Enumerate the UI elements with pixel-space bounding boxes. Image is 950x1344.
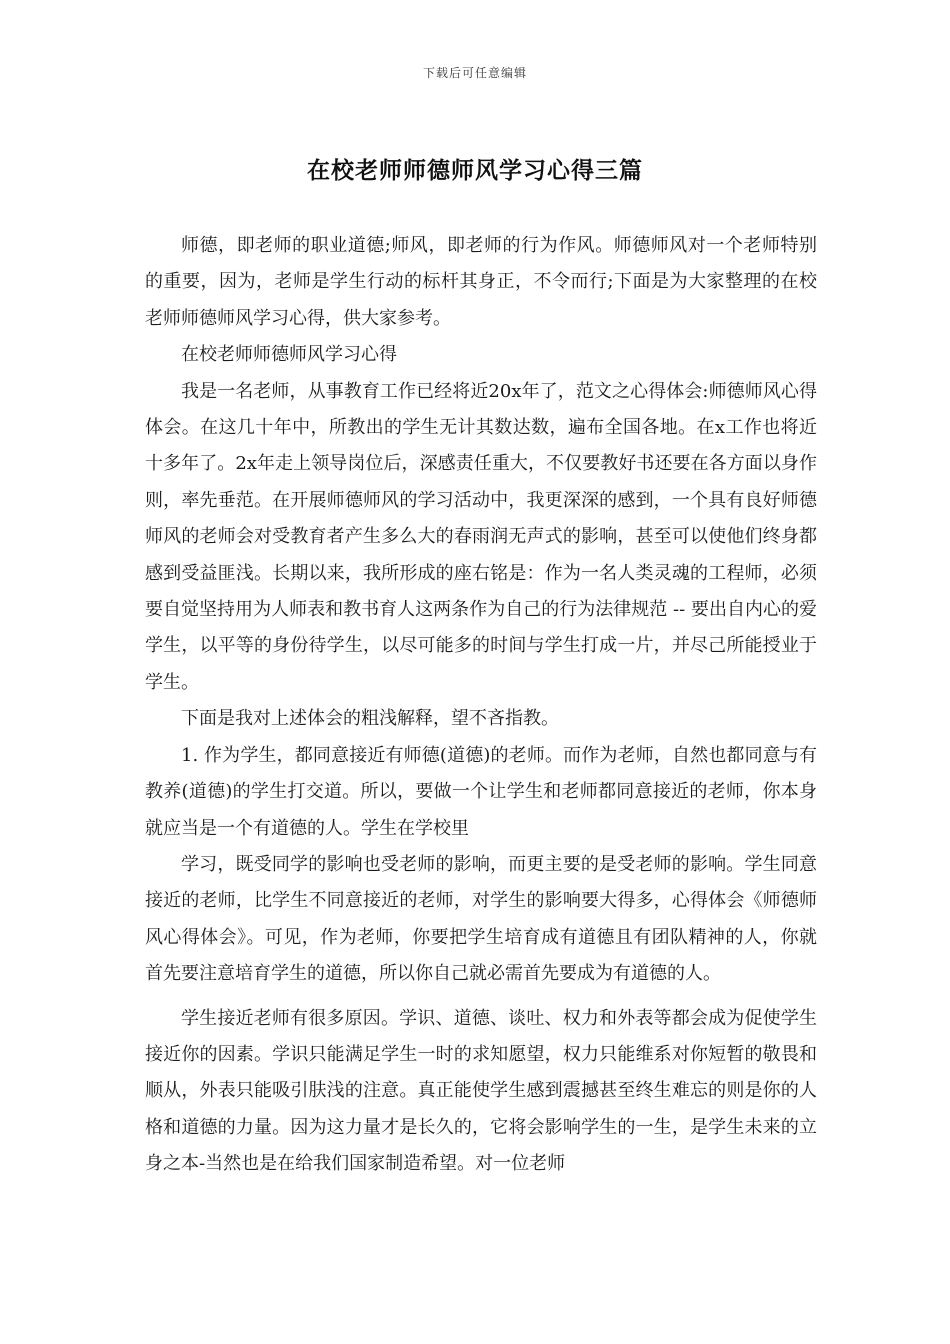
document-title: 在校老师师德师风学习心得三篇 — [307, 157, 643, 184]
body-paragraph: 下面是我对上述体会的粗浅解释，望不吝指教。 — [181, 708, 559, 730]
body-paragraph: 学生接近老师有很多原因。学识、道德、谈吐、权力和外表等都会成为促使学生接近你的因素。学识只能满足学生一时的求知愿望，权力只能维系对你短暂的敬畏和顺从，外表只能吸引肤浅的注意。真正能使学生感到震撼甚至终生难忘的则是你的人格和道德的力量。因为这力量才是长久的，它将会影响学生的一生，是学生未来的立身之本-当然也是在给我们国家制造希望。对一位老师 — [145, 1007, 817, 1175]
document-body — [145, 228, 817, 1183]
body-paragraph: 学习，既受同学的影响也受老师的影响，而更主要的是受老师的影响。学生同意接近的老师，比学生不同意接近的老师，对学生的影响要大得多，心得体会《师德师风心得体会》。可见，作为老师，你要把学生培育成有道德且有团队精神的人，你就首先要注意培育学生的道德，所以你自己就必需首先要成为有道德的人。 — [145, 853, 817, 985]
body-paragraph: 1. 作为学生，都同意接近有师德(道德)的老师。而作为老师，自然也都同意与有教养(道德)的学生打交道。所以，要做一个让学生和老师都同意接近的老师，你本身就应当是一个有道德的人。学生在学校里 — [145, 744, 817, 839]
body-paragraph: 我是一名老师，从事教育工作已经将近20x年了，范文之心得体会:师德师风心得体会。在这几十年中，所教出的学生无计其数达数，遍布全国各地。在x工作也将近十多年了。2x年走上领导岗位后，深感责任重大，不仅要教好书还要在各方面以身作则，率先垂范。在开展师德师风的学习活动中，我更深深的感到，一个具有良好师德师风的老师会对受教育者产生多么大的春雨润无声式的影响，甚至可以使他们终身都感到受益匪浅。长期以来，我所形成的座右铭是：作为一名人类灵魂的工程师，必须要自觉坚持用为人师表和教书育人这两条作为自己的行为法律规范 -- 要出自内心的爱学生，以平等的身份待学生，以尽可能多的时间与学生打成一片，并尽己所能授业于学生。 — [145, 380, 817, 693]
section-heading: 在校老师师德师风学习心得 — [181, 344, 397, 366]
page-header: 下载后可任意编辑 — [422, 66, 527, 80]
intro-paragraph: 师德，即老师的职业道德;师风，即老师的行为作风。师德师风对一个老师特别的重要，因为，老师是学生行动的标杆其身正，不令而行;下面是为大家整理的在校老师师德师风学习心得，供大家参考。 — [145, 235, 817, 329]
